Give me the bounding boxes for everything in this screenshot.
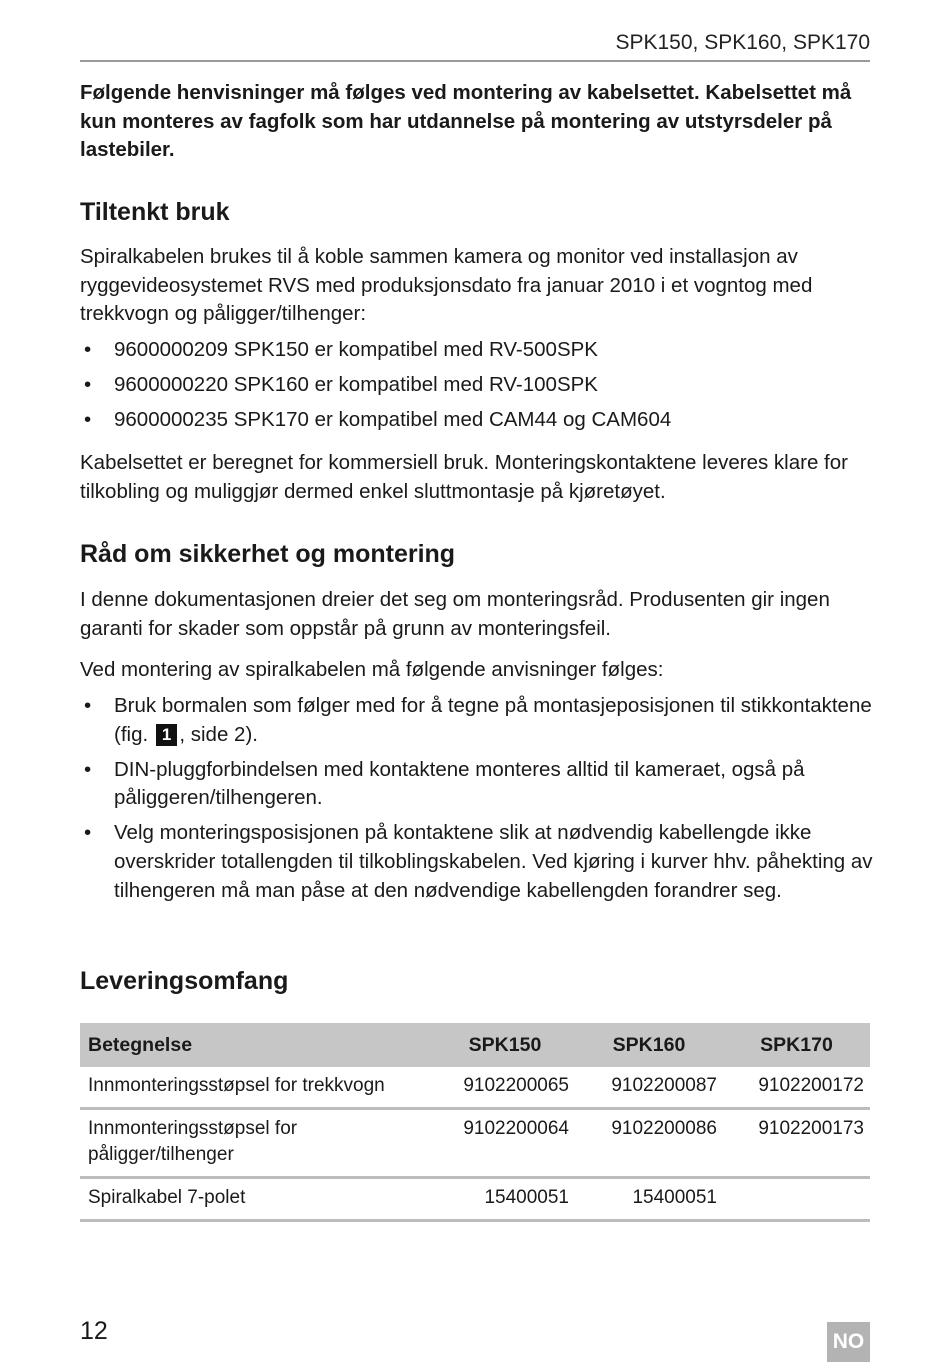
list-item: • Velg monteringsposisjonen på kontaktene slik at nødvendig kabellengde ikke overskrider totallengden til tilkoblingskabelen. Ved kjøring i kurver hhv. påhekting av tilhengeren må man påse at den nødvendige kabellengden forandrer seg.: [80, 819, 880, 905]
table-cell: 9102200172: [723, 1067, 870, 1109]
page-header-models: SPK150, SPK160, SPK170: [80, 30, 870, 62]
list-item: • 9600000235 SPK170 er kompatibel med CAM44 og CAM604: [80, 406, 880, 435]
bullet-text: , side 2).: [179, 722, 258, 746]
table-row: [80, 1109, 870, 1178]
table-cell: 9102200087: [575, 1067, 723, 1109]
language-badge: NO: [827, 1322, 870, 1362]
page-number: 12: [80, 1317, 108, 1345]
table-header-row: [80, 1023, 870, 1067]
table-row: [80, 1067, 870, 1109]
column-header: Betegnelse: [80, 1023, 435, 1067]
intended-use-paragraph: Spiralkabelen brukes til å koble sammen kamera og monitor ved installasjon av ryggevideosystemet RVS med produksjonsdato fra januar 2010 i et vogntog med trekkvogn og påligger/tilhenger:: [80, 245, 813, 326]
table-cell: Innmonteringsstøpsel for påligger/tilhenger: [80, 1109, 435, 1178]
list-item: • 9600000220 SPK160 er kompatibel med RV-100SPK: [80, 371, 880, 400]
list-item: • DIN-pluggforbindelsen med kontaktene monteres alltid til kameraet, også på påliggeren/tilhengeren.: [80, 756, 880, 813]
section-title-intended-use: Tiltenkt bruk: [80, 198, 230, 226]
safety-paragraph: I denne dokumentasjonen dreier det seg om monteringsråd. Produsenten gir ingen garanti for skader som oppstår på grunn av monteringsfeil.: [80, 588, 830, 640]
table-cell: 9102200173: [723, 1109, 870, 1178]
table-row: [80, 1178, 870, 1221]
column-header: SPK150: [435, 1023, 575, 1067]
section-title-safety: Råd om sikkerhet og montering: [80, 540, 456, 568]
scope-of-delivery-table: [80, 1023, 870, 1222]
section-title-scope: Leveringsomfang: [80, 967, 289, 995]
table-cell: [723, 1178, 870, 1221]
commercial-use-paragraph: Kabelsettet er beregnet for kommersiell bruk. Monteringskontaktene leveres klare for tilkobling og muliggjør dermed enkel sluttmontasje på kjøretøyet.: [80, 451, 848, 503]
table-cell: 15400051: [575, 1178, 723, 1221]
table-cell: 15400051: [435, 1178, 575, 1221]
table-cell: Spiralkabel 7-polet: [80, 1178, 435, 1221]
column-header: SPK160: [575, 1023, 723, 1067]
instructions-intro: Ved montering av spiralkabelen må følgende anvisninger følges:: [80, 658, 664, 681]
list-item: • 9600000209 SPK150 er kompatibel med RV-500SPK: [80, 336, 880, 365]
list-item: [80, 692, 880, 749]
table-cell: 9102200065: [435, 1067, 575, 1109]
intro-warning: Følgende henvisninger må følges ved montering av kabelsettet. Kabelsettet må kun monteres av fagfolk som har utdannelse på montering av utstyrsdeler på lastebiler.: [80, 81, 852, 161]
mounting-instructions-list: [80, 692, 880, 912]
table-cell: 9102200064: [435, 1109, 575, 1178]
column-header: SPK170: [723, 1023, 870, 1067]
table-cell: 9102200086: [575, 1109, 723, 1178]
compatibility-list: [80, 336, 880, 441]
table-cell: Innmonteringsstøpsel for trekkvogn: [80, 1067, 435, 1109]
bullet-text: Bruk bormalen som følger med for å tegne på montasjeposisjonen til stikkontaktene (fig.: [114, 694, 872, 746]
figure-reference-badge: 1: [156, 724, 177, 746]
